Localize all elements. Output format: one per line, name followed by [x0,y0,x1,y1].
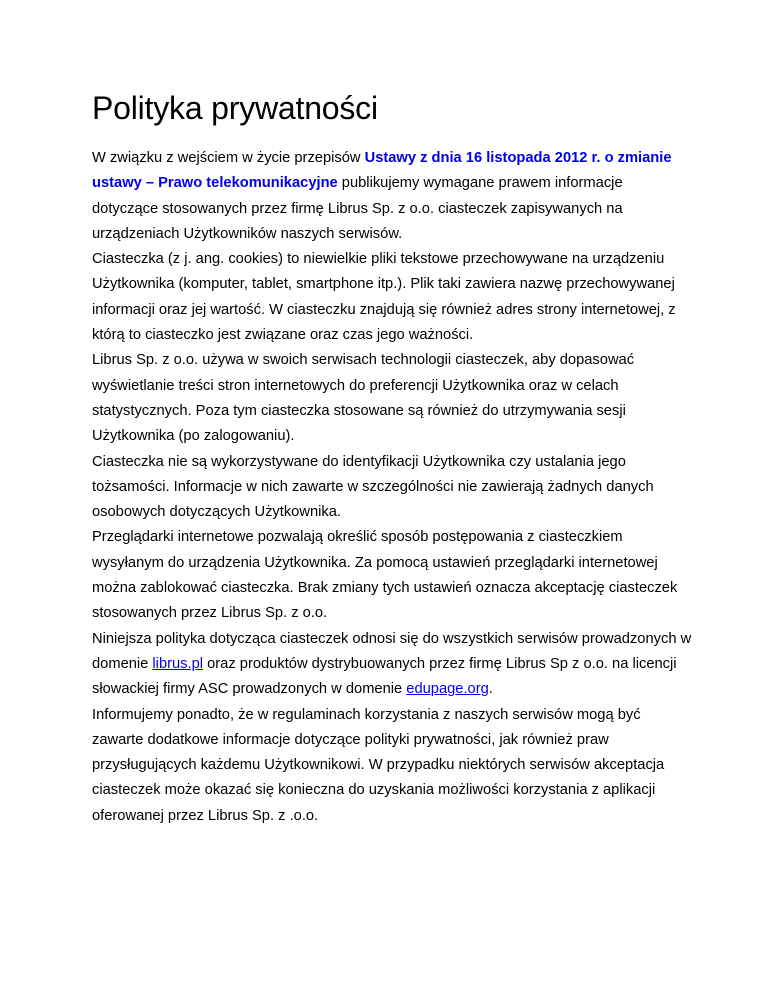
paragraph-cookies-usage: Librus Sp. z o.o. używa w swoich serwisach technologii ciasteczek, aby dopasować wyświetlanie treści stron internetowych do preferencji Użytkownika oraz w celach statystycznych. Poza tym ciasteczka stosowane są również do utrzymywania sesji Użytkownika (po zalogowaniu). [92,352,635,445]
librus-link[interactable]: librus.pl [152,655,204,672]
intro-text-after: publikujemy wymagane prawem informacje dotyczące stosowanych przez firmę Librus Sp. z o.o. ciasteczek zapisywanych na urządzeniach Użytkowników naszych serwisów. [92,175,623,242]
document-body [92,146,692,829]
scope-text-2: oraz produktów dystrybuowanych przez firmę Librus Sp z o.o. na licencji słowackiej firmy ASC prowadzonych w domenie [92,655,677,698]
edupage-link[interactable]: edupage.org [406,681,489,698]
paragraph-identification: Ciasteczka nie są wykorzystywane do identyfikacji Użytkownika czy ustalania jego tożsamości. Informacje w nich zawarte w szczególności nie zawierają żadnych danych osobowych dotyczących Użytkownika. [92,453,654,521]
scope-text-1: Niniejsza polityka dotycząca ciasteczek odnosi się do wszystkich serwisów prowadzonych w domenie [92,630,692,672]
paragraph-regulations: Informujemy ponadto, że w regulaminach korzystania z naszych serwisów mogą być zawarte dodatkowe informacje dotyczące polityki prywatności, jak również praw przysługujących każdemu Użytkownikowi. W przypadku niektórych serwisów akceptacja ciasteczek może okazać się konieczna do uzyskania możliwości korzystania z aplikacji oferowanej przez Librus Sp. z .o.o. [92,706,665,824]
paragraph-cookies-definition: Ciasteczka (z j. ang. cookies) to niewielkie pliki tekstowe przechowywane na urządzeniu Użytkownika (komputer, tablet, smartphone itp.). Plik taki zawiera nazwę przechowywanej informacji oraz jej wartość. W ciasteczku znajdują się również adres strony internetowej, z którą to ciasteczko jest związane oraz czas jego ważności. [92,251,676,344]
scope-text-3: . [488,681,493,698]
law-link[interactable]: Ustawy z dnia 16 listopada 2012 r. o zmianie ustawy – Prawo telekomunikacyjne [92,150,672,192]
page-title: Polityka prywatności [92,90,378,126]
document-page [92,88,692,829]
intro-text-before: W związku z wejściem w życie przepisów [92,150,365,166]
paragraph-scope [92,627,692,703]
paragraph-browser-settings: Przeglądarki internetowe pozwalają określić sposób postępowania z ciasteczkiem wysyłanym do urządzenia Użytkownika. Za pomocą ustawień przeglądarki internetowej można zablokować ciasteczka. Brak zmiany tych ustawień oznacza akceptację ciasteczek stosowanych przez Librus Sp. z o.o. [92,529,678,622]
paragraph-intro [92,146,692,247]
